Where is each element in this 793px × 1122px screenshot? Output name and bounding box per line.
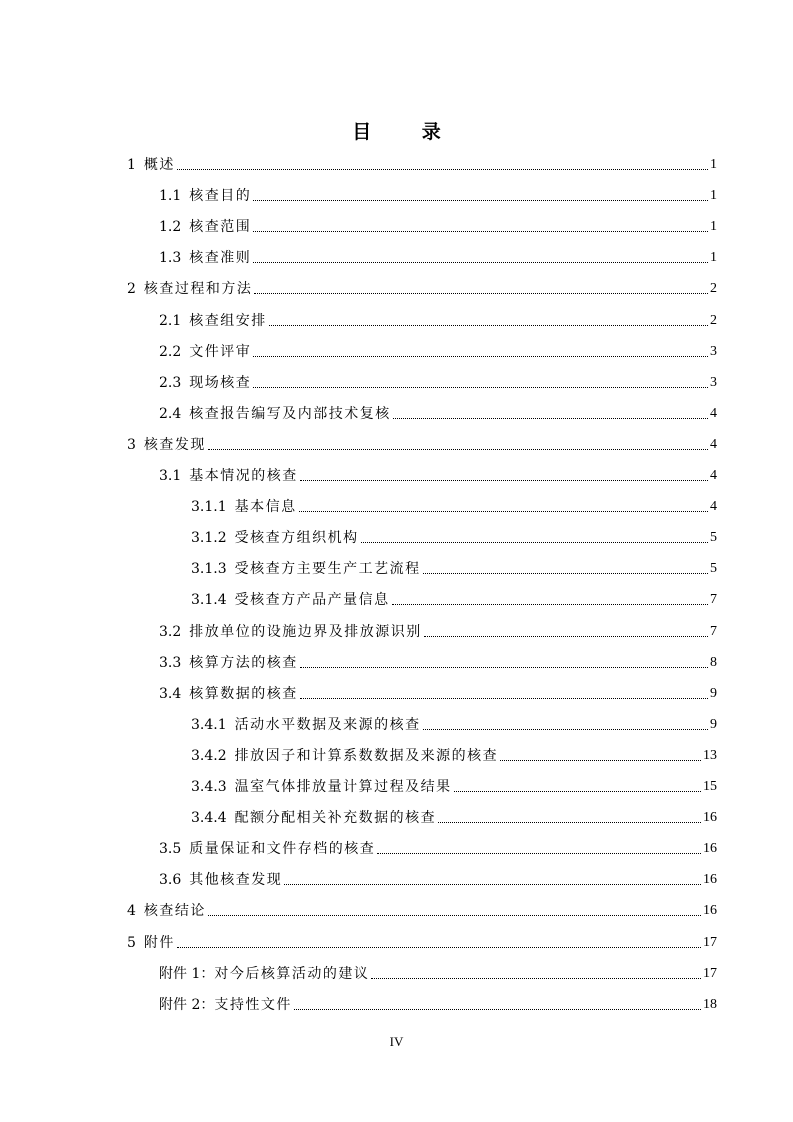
toc-entry[interactable] xyxy=(191,585,717,609)
toc-entry-title: 受核查方组织机构 xyxy=(234,530,359,547)
toc-entry[interactable] xyxy=(159,648,717,672)
toc-entry-number: 1.2 xyxy=(159,219,182,236)
toc-entry-number: 3.4.1 xyxy=(191,716,227,733)
toc-entry-title: 核查过程和方法 xyxy=(143,281,253,298)
toc-entry-page: 15 xyxy=(703,779,717,794)
toc-entry-title: 对今后核算活动的建议 xyxy=(214,965,370,982)
toc-entry[interactable] xyxy=(159,181,717,205)
toc-entry-title: 核算方法的核查 xyxy=(189,654,298,671)
toc-entry-number: 附件 1： xyxy=(159,965,215,982)
toc-entry-number: 1.3 xyxy=(159,250,182,267)
toc-entry-number: 3.4 xyxy=(159,685,182,702)
toc-entry-number: 3.4.3 xyxy=(191,779,227,795)
toc-entry-number: 4 xyxy=(127,903,136,920)
toc-entry-number: 2.2 xyxy=(159,343,182,360)
toc-entry[interactable] xyxy=(191,803,717,827)
toc-dot-leader xyxy=(253,261,708,263)
toc-entry-number: 2 xyxy=(127,281,136,298)
toc-entry-page: 5 xyxy=(710,530,717,546)
toc-entry-title: 核查范围 xyxy=(189,219,252,236)
toc-entry-page: 3 xyxy=(710,343,717,359)
toc-entry-number: 1 xyxy=(127,157,136,173)
toc-entry-title: 概述 xyxy=(143,157,175,173)
toc-dot-leader xyxy=(253,386,708,388)
page-title: 目 录 xyxy=(352,121,463,143)
toc-entry-number: 3.1.3 xyxy=(191,561,227,578)
toc-entry-title: 基本信息 xyxy=(234,499,297,516)
toc-entry-page: 9 xyxy=(710,685,717,701)
toc-dot-leader xyxy=(253,199,708,201)
toc-entry-number: 2.1 xyxy=(159,312,182,329)
toc-entry-page: 2 xyxy=(710,312,717,328)
toc-entry-number: 2.3 xyxy=(159,374,182,391)
toc-entry[interactable] xyxy=(127,274,717,298)
toc-dot-leader xyxy=(177,946,701,948)
toc-entry-number: 5 xyxy=(127,934,136,951)
toc-entry-title: 附件 xyxy=(143,934,175,951)
toc-entry[interactable] xyxy=(191,741,717,765)
toc-dot-leader xyxy=(392,603,708,605)
toc-entry-number: 3.4.2 xyxy=(191,747,227,764)
toc-entry-page: 1 xyxy=(710,157,717,172)
toc-entry-number: 3.1 xyxy=(159,468,182,484)
toc-entry-page: 17 xyxy=(703,965,717,981)
toc-entry[interactable] xyxy=(159,617,717,641)
toc-dot-leader xyxy=(284,883,701,885)
toc-entry[interactable] xyxy=(191,710,717,734)
toc-entry[interactable] xyxy=(127,430,717,454)
toc-entry[interactable] xyxy=(159,368,717,392)
toc-entry[interactable] xyxy=(159,834,717,858)
toc-entry-title: 文件评审 xyxy=(189,343,252,360)
toc-dot-leader xyxy=(424,635,708,637)
toc-entry-page: 1 xyxy=(710,250,717,266)
toc-entry-title: 核查发现 xyxy=(143,436,206,453)
toc-entry-page: 16 xyxy=(703,903,717,919)
toc-dot-leader xyxy=(423,728,708,730)
toc-entry[interactable] xyxy=(159,959,717,983)
toc-entry-title: 基本情况的核查 xyxy=(189,468,298,484)
toc-entry-page: 5 xyxy=(710,561,717,577)
page-number: IV xyxy=(389,1034,404,1049)
toc-dot-leader xyxy=(300,479,708,481)
toc-entry[interactable] xyxy=(191,492,717,516)
toc-entry[interactable] xyxy=(127,896,717,920)
toc-entry[interactable] xyxy=(191,772,717,796)
toc-dot-leader xyxy=(454,790,701,792)
toc-dot-leader xyxy=(208,914,701,916)
toc-entry[interactable] xyxy=(159,679,717,703)
toc-dot-leader xyxy=(208,448,708,450)
toc-entry-page: 4 xyxy=(710,436,717,452)
toc-dot-leader xyxy=(500,759,701,761)
toc-dot-leader xyxy=(423,572,708,574)
toc-entry-number: 3.1.2 xyxy=(191,530,227,547)
toc-entry-title: 核查准则 xyxy=(189,250,252,267)
toc-entry[interactable] xyxy=(159,212,717,236)
toc-dot-leader xyxy=(393,417,708,419)
toc-dot-leader xyxy=(300,666,708,668)
toc-entry-title: 质量保证和文件存档的核查 xyxy=(189,841,376,858)
toc-dot-leader xyxy=(253,355,708,357)
toc-entry-page: 7 xyxy=(710,623,717,639)
toc-entry-title: 核查报告编写及内部技术复核 xyxy=(189,405,391,422)
toc-dot-leader xyxy=(269,324,708,326)
toc-entry-title: 其他核查发现 xyxy=(189,872,283,889)
toc-entry-number: 3.5 xyxy=(159,841,182,858)
toc-entry-title: 排放因子和计算系数数据及来源的核查 xyxy=(234,747,499,764)
toc-entry[interactable] xyxy=(159,243,717,267)
toc-entry-page: 4 xyxy=(710,468,717,483)
toc-dot-leader xyxy=(177,168,708,170)
toc-entry-page: 1 xyxy=(710,188,717,204)
toc-entry-number: 3.1.1 xyxy=(191,499,227,516)
toc-entry-page: 7 xyxy=(710,592,717,608)
toc-entry-page: 16 xyxy=(703,872,717,888)
toc-entry-number: 3.4.4 xyxy=(191,810,227,827)
toc-dot-leader xyxy=(253,230,708,232)
toc-entry-page: 1 xyxy=(710,219,717,235)
toc-entry[interactable] xyxy=(159,865,717,889)
toc-entry-page: 16 xyxy=(703,841,717,857)
toc-entry-page: 18 xyxy=(703,996,717,1012)
toc-entry-number: 2.4 xyxy=(159,405,182,422)
toc-entry[interactable] xyxy=(159,337,717,361)
toc-entry[interactable] xyxy=(127,150,717,174)
toc-entry[interactable] xyxy=(159,399,717,423)
toc-entry-page: 17 xyxy=(703,934,717,950)
toc-entry-page: 4 xyxy=(710,499,717,515)
toc-entry-number: 附件 2： xyxy=(159,996,215,1013)
toc-entry-number: 3 xyxy=(127,436,136,453)
toc-entry-page: 16 xyxy=(703,810,717,826)
toc-entry-title: 现场核查 xyxy=(189,374,252,391)
toc-dot-leader xyxy=(371,977,701,979)
toc-entry[interactable] xyxy=(159,990,717,1014)
toc-entry[interactable] xyxy=(159,306,717,330)
toc-entry-number: 1.1 xyxy=(159,188,182,205)
toc-dot-leader xyxy=(377,852,701,854)
toc-entry-number: 3.3 xyxy=(159,654,182,671)
toc-entry-page: 3 xyxy=(710,374,717,390)
toc-entry[interactable] xyxy=(159,461,717,485)
toc-entry-page: 2 xyxy=(710,281,717,297)
toc-entry[interactable] xyxy=(127,928,717,952)
toc-entry-title: 核查结论 xyxy=(143,903,206,920)
toc-entry-number: 3.1.4 xyxy=(191,592,227,609)
toc-dot-leader xyxy=(254,292,708,294)
toc-entry-number: 3.2 xyxy=(159,623,182,640)
toc-entry-title: 核算数据的核查 xyxy=(189,685,298,702)
toc-entry-title: 核查组安排 xyxy=(189,312,267,329)
toc-dot-leader xyxy=(294,1008,701,1010)
toc-entry-title: 受核查方产品产量信息 xyxy=(234,592,390,609)
toc-entry-title: 配额分配相关补充数据的核查 xyxy=(234,810,437,827)
toc-entry-title: 排放单位的设施边界及排放源识别 xyxy=(189,623,422,640)
toc-dot-leader xyxy=(438,821,701,823)
toc-entry-title: 活动水平数据及来源的核查 xyxy=(234,716,421,733)
toc-entry-number: 3.6 xyxy=(159,872,182,889)
toc-dot-leader xyxy=(361,541,708,543)
toc-dot-leader xyxy=(299,510,708,512)
toc-entry-page: 13 xyxy=(703,747,717,763)
toc-entry[interactable] xyxy=(191,523,717,547)
toc-entry-title: 支持性文件 xyxy=(214,996,292,1013)
toc-entry-page: 8 xyxy=(710,654,717,670)
toc-entry-title: 核查目的 xyxy=(189,188,252,205)
toc-dot-leader xyxy=(300,697,708,699)
toc-entry-title: 温室气体排放量计算过程及结果 xyxy=(234,779,452,795)
toc-entry-page: 4 xyxy=(710,405,717,421)
toc-entry[interactable] xyxy=(191,554,717,578)
toc-entry-page: 9 xyxy=(710,716,717,732)
toc-entry-title: 受核查方主要生产工艺流程 xyxy=(234,561,421,578)
